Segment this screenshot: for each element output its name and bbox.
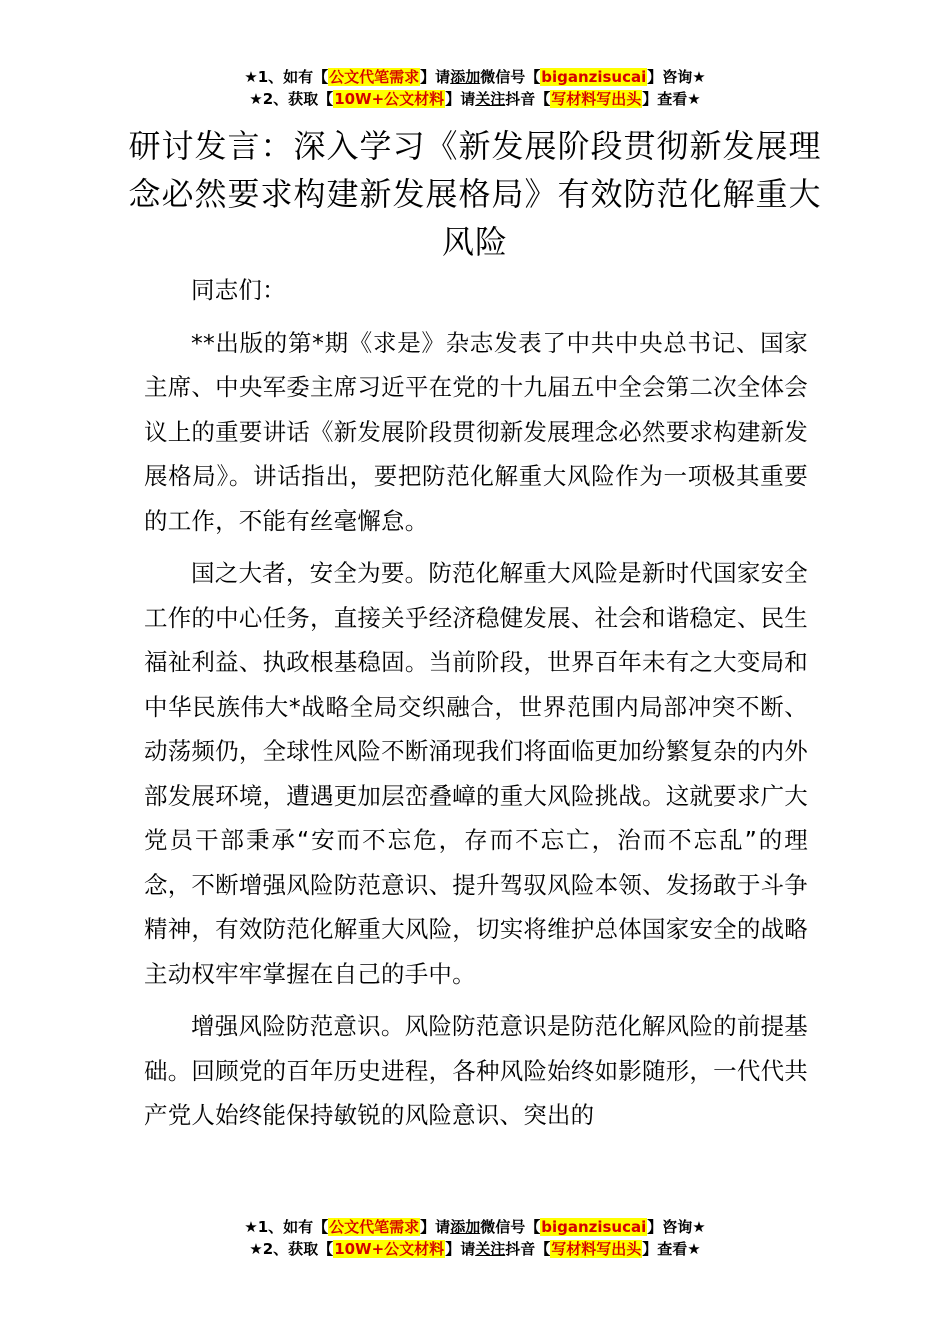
banner-text: 微信号【 [480, 68, 541, 86]
banner-underlined-text: 关注 [475, 1240, 506, 1258]
banner-line-2 [0, 88, 950, 110]
highlight-douyin-account: 写材料写出头 [551, 90, 642, 108]
body-paragraph: **出版的第*期《求是》杂志发表了中共中央总书记、国家主席、中央军委主席习近平在党的十九届五中全会第二次全体会议上的重要讲话《新发展阶段贯彻新发展理念必然要求构建新发展格局》。讲话指出，要把防范化解重大风险作为一项极其重要的工作，不能有丝毫懈怠。 [144, 328, 808, 535]
highlight-wechat-id: biganzisucai [541, 68, 647, 86]
banner-line-1 [0, 1216, 950, 1238]
banner-text: ★2、获取【 [249, 1240, 334, 1258]
footer-banner [0, 1216, 950, 1260]
highlight-douyin-account: 写材料写出头 [551, 1240, 642, 1258]
banner-text: 】请 [420, 68, 451, 86]
banner-text: 微信号【 [480, 1218, 541, 1236]
highlight-wechat-id: biganzisucai [541, 1218, 647, 1236]
banner-text: 抖音【 [505, 1240, 551, 1258]
body-paragraph: 增强风险防范意识。风险防范意识是防范化解风险的前提基础。回顾党的百年历史进程，各种风险始终如影随形，一代代共产党人始终能保持敏锐的风险意识、突出的 [144, 1012, 808, 1129]
banner-text: 】请 [445, 1240, 476, 1258]
document-body [144, 268, 808, 1146]
banner-line-2 [0, 1238, 950, 1260]
banner-underlined-text: 关注 [475, 90, 506, 108]
banner-text: 】咨询★ [647, 68, 706, 86]
banner-text: 】查看★ [642, 90, 701, 108]
document-title: 研讨发言：深入学习《新发展阶段贯彻新发展理念必然要求构建新发展格局》有效防范化解重大风险 [128, 127, 822, 261]
banner-text: 抖音【 [505, 90, 551, 108]
highlight-materials: 10W+公文材料 [334, 90, 445, 108]
highlight-service: 公文代笔需求 [329, 1218, 420, 1236]
header-banner [0, 66, 950, 110]
banner-line-1 [0, 66, 950, 88]
banner-text: 】请 [445, 90, 476, 108]
banner-underlined-text: 添加 [450, 1218, 481, 1236]
salutation: 同志们： [191, 276, 286, 304]
body-paragraph: 国之大者，安全为要。防范化解重大风险是新时代国家安全工作的中心任务，直接关乎经济稳健发展、社会和谐稳定、民生福祉利益、执政根基稳固。当前阶段，世界百年未有之大变局和中华民族伟大*战略全局交织融合，世界范围内局部冲突不断、动荡频仍，全球性风险不断涌现我们将面临更加纷繁复杂的内外部发展环境，遭遇更加层峦叠嶂的重大风险挑战。这就要求广大党员干部秉承“安而不忘危，存而不忘亡，治而不忘乱”的理念，不断增强风险防范意识、提升驾驭风险本领、发扬敢于斗争精神，有效防范化解重大风险，切实将维护总体国家安全的战略主动权牢牢掌握在自己的手中。 [144, 559, 808, 988]
highlight-service: 公文代笔需求 [329, 68, 420, 86]
highlight-materials: 10W+公文材料 [334, 1240, 445, 1258]
banner-underlined-text: 添加 [450, 68, 481, 86]
banner-text: 】查看★ [642, 1240, 701, 1258]
banner-text: ★2、获取【 [249, 90, 334, 108]
banner-text: 】请 [420, 1218, 451, 1236]
banner-text: ★1、如有【 [244, 1218, 329, 1236]
banner-text: 】咨询★ [647, 1218, 706, 1236]
banner-text: ★1、如有【 [244, 68, 329, 86]
